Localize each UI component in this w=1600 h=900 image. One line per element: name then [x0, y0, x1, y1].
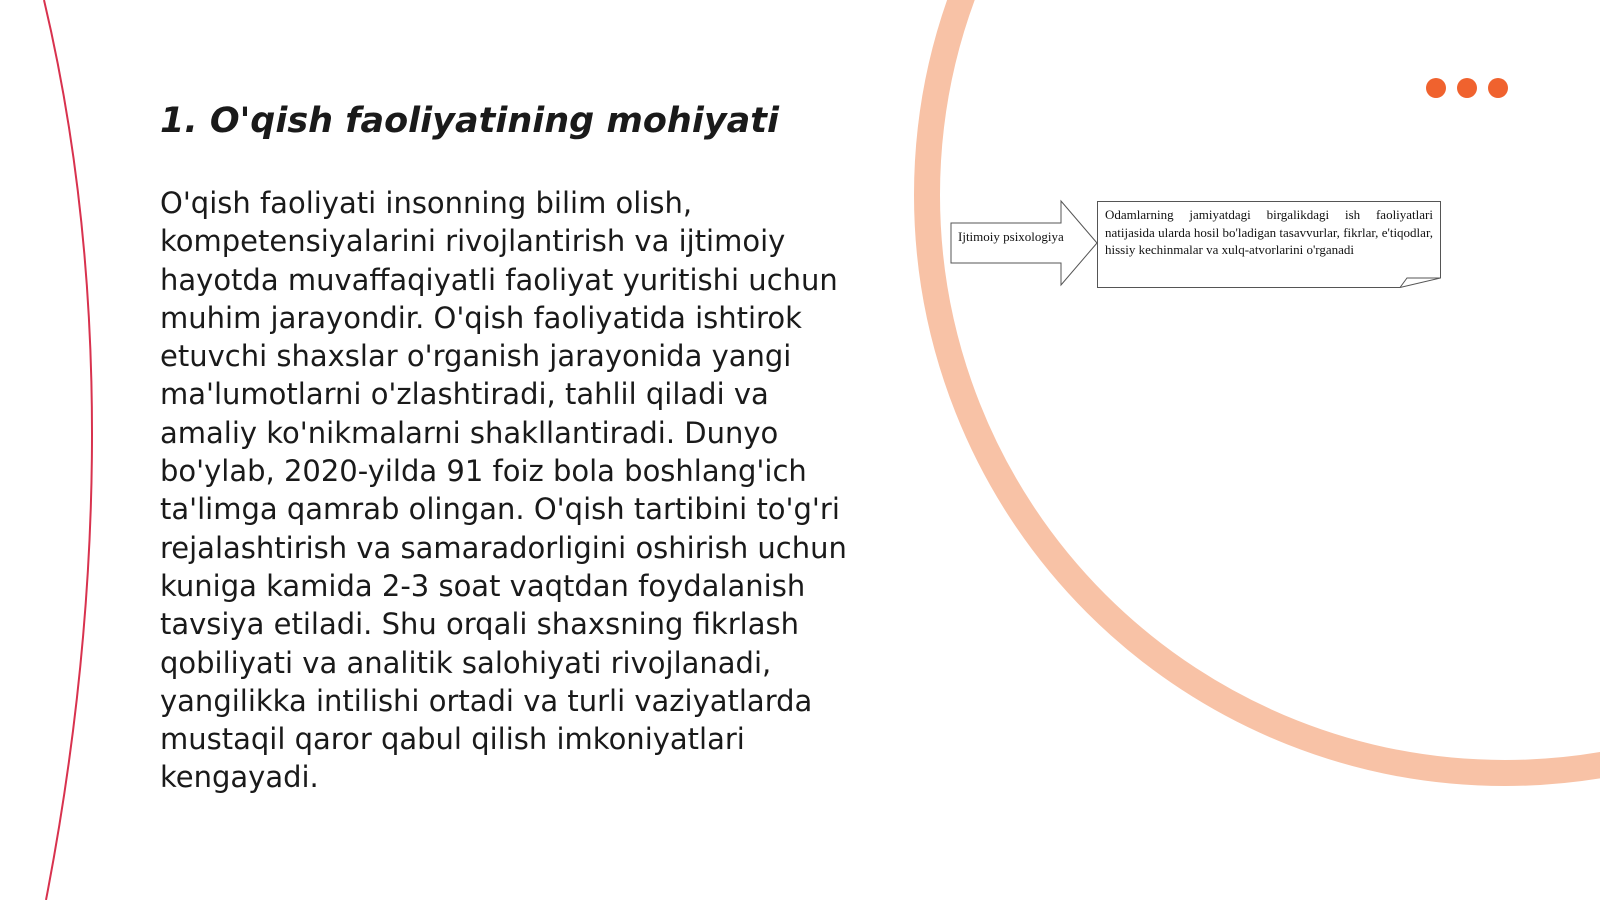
definition-diagram — [950, 198, 1442, 292]
decorative-arc — [927, 0, 1600, 773]
dot — [1426, 78, 1446, 98]
arrow-label: Ijtimoiy psixologiya — [958, 229, 1064, 244]
more-dots-icon — [1426, 78, 1508, 98]
body-paragraph: O'qish faoliyati insonning bilim olish, kompetensiyalarini rivojlantirish va ijtimoiy hayotda muvaffaqiyatli faoliyat yuritishi uchun muhim jarayondir. O'qish faoliyatida ishtirok etuvchi shaxslar o'rganish jarayonida yangi ma'lumotlarni o'zlashtiradi, tahlil qiladi va amaliy ko'nikmalarni shakllantiradi. Dunyo bo'ylab, 2020-yilda 91 foiz bola boshlang'ich ta'limga qamrab olingan. O'qish tartibini to'g'ri rejalashtirish va samaradorligini oshirish uchun kuniga kamida 2-3 soat vaqtdan foydalanish tavsiya etiladi. Shu orqali shaxsning fikrlash qobiliyati va analitik salohiyati rivojlanadi, yangilikka intilishi ortadi va turli vaziyatlarda mustaqil qaror qabul qilish imkoniyatlari kengayadi. — [160, 186, 847, 795]
definition-note — [1097, 201, 1441, 288]
slide-title: 1. O'qish faoliyatining mohiyati — [160, 101, 779, 141]
definition-text: Odamlarning jamiyatdagi birgalikdagi ish faoliyatlari natijasida ularda hosil bo'ladigan tasavvurlar, fikrlar, e'tiqodlar, hissiy kechinmalar va xulq-atvorlarini o'rganadi — [1105, 207, 1433, 257]
dot — [1457, 78, 1477, 98]
dot — [1488, 78, 1508, 98]
decorative-left-line — [44, 0, 92, 900]
arrow-shape — [950, 198, 1100, 292]
